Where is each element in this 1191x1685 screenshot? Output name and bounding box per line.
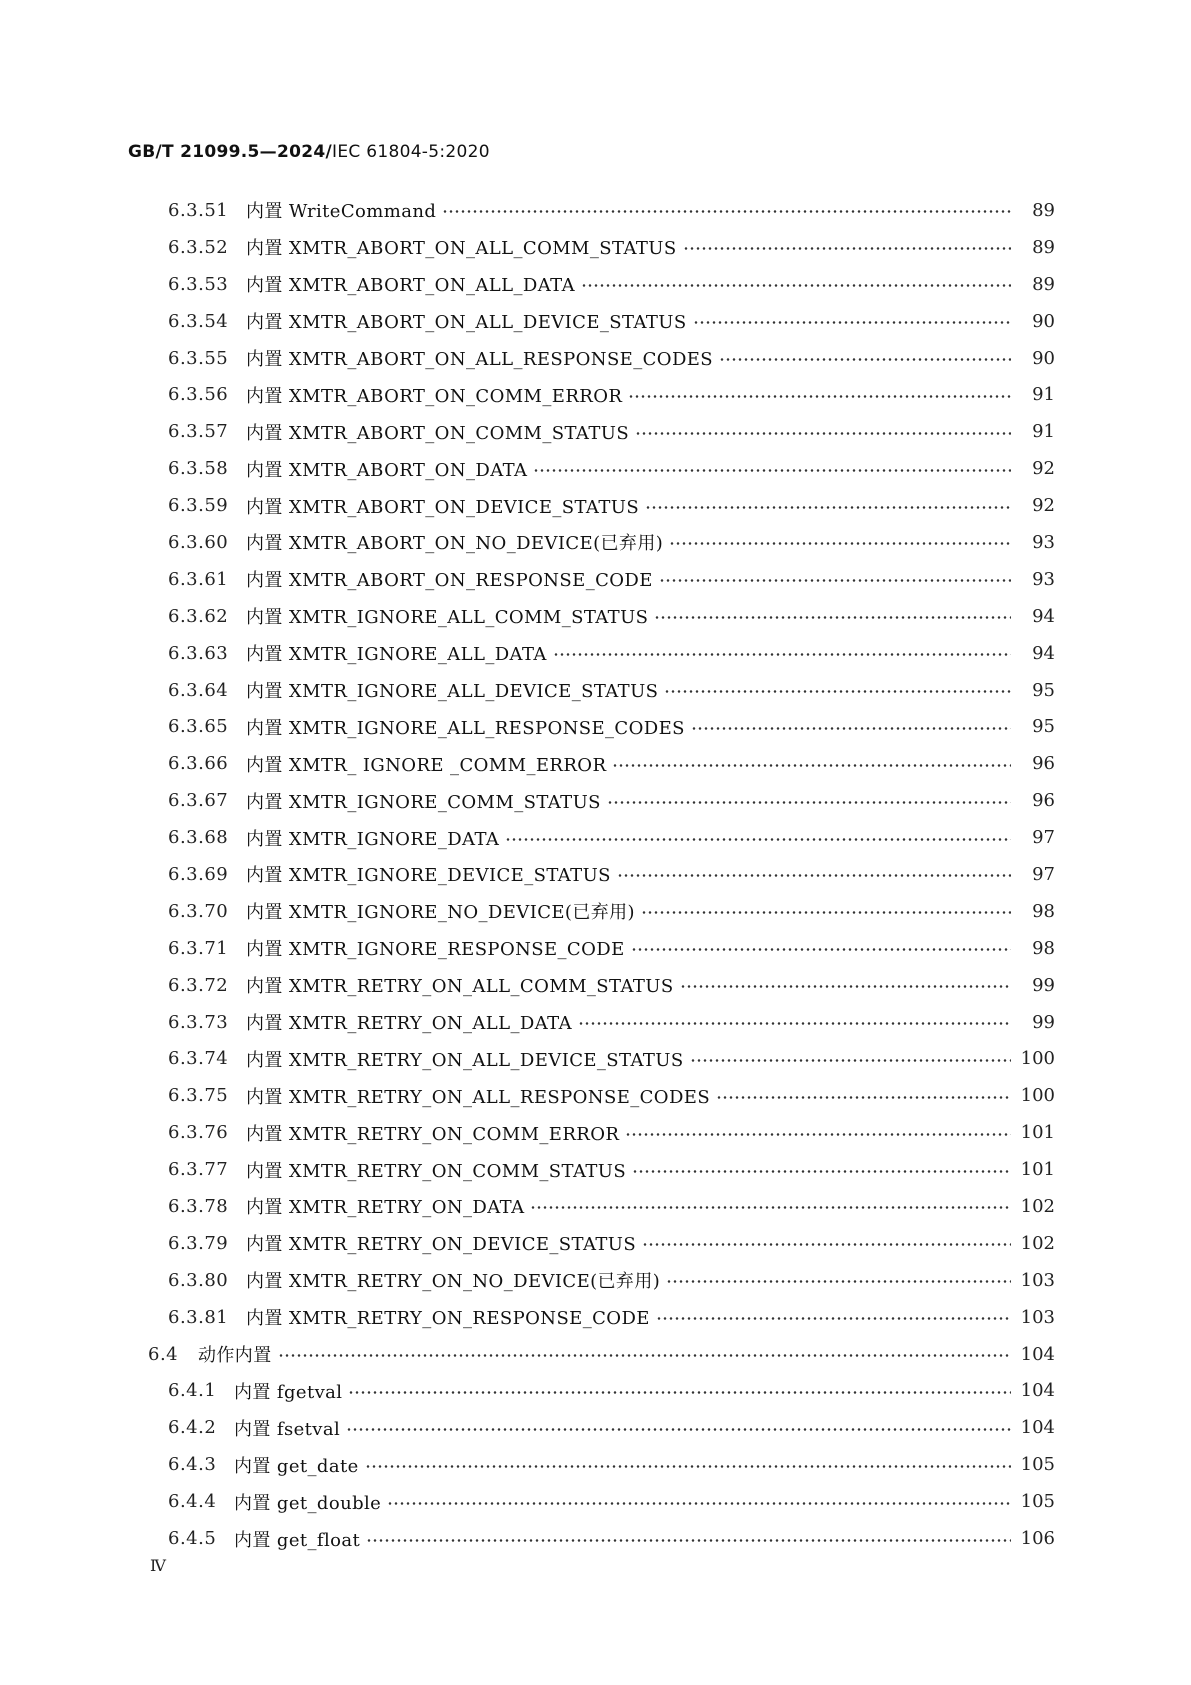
standard-code: GB/T 21099.5—2024/ [128,142,332,162]
toc-entry-title: 内置 XMTR_ABORT_ON_DATA [246,459,528,481]
toc-entry-page: 99 [1032,1011,1055,1033]
toc-dot-leader [642,1235,1011,1253]
toc-entry-title: 内置 XMTR_IGNORE_ALL_DATA [246,644,547,666]
toc-entry-title: 内置 XMTR_RETRY_ON_COMM_ERROR [246,1123,620,1145]
toc-entry[interactable] [0,1446,1191,1483]
toc-entry-title: 内置 get_float [234,1529,361,1551]
toc-entry-title: 内置 XMTR_ABORT_ON_ALL_COMM_STATUS [246,238,677,260]
toc-entry[interactable] [0,1114,1191,1151]
toc-entry-number: 6.4 [148,1343,179,1365]
toc-entry-number: 6.3.62 [168,605,229,627]
toc-entry-title: 内置 XMTR_ABORT_ON_COMM_ERROR [246,385,623,407]
toc-entry-page: 89 [1032,199,1055,221]
toc-entry-page: 106 [1020,1528,1055,1549]
toc-entry-page: 90 [1032,347,1055,369]
toc-entry-page: 89 [1032,236,1055,258]
toc-entry[interactable] [0,745,1191,782]
toc-entry-page: 97 [1032,827,1055,849]
toc-entry-title: 内置 fsetval [234,1418,341,1440]
toc-entry-title: 内置 XMTR_ IGNORE _COMM_ERROR [246,754,607,776]
page-number-roman: Ⅳ [150,1556,166,1575]
toc-dot-leader [693,313,1011,331]
toc-entry-number: 6.4.4 [168,1491,217,1513]
toc-entry[interactable] [0,708,1191,745]
toc-entry-number: 6.3.60 [168,531,229,553]
iec-code: IEC 61804-5:2020 [332,142,490,162]
toc-entry-title: 内置 get_date [234,1455,359,1477]
toc-dot-leader [641,903,1011,921]
toc-entry-number: 6.3.73 [168,1011,229,1033]
toc-entry-page: 92 [1032,458,1055,480]
toc-entry-number: 6.3.79 [168,1232,229,1254]
toc-entry[interactable] [0,893,1191,930]
toc-dot-leader [716,1088,1011,1106]
toc-entry-title: 内置 XMTR_ABORT_ON_ALL_DEVICE_STATUS [246,312,687,334]
toc-entry[interactable] [0,1225,1191,1262]
toc-entry-page: 102 [1020,1195,1055,1217]
toc-entry-number: 6.3.52 [168,236,229,258]
toc-entry-page: 91 [1032,421,1055,443]
toc-entry-number: 6.3.66 [168,753,229,775]
toc-entry-number: 6.3.75 [168,1085,229,1107]
toc-entry[interactable] [0,1004,1191,1041]
toc-entry[interactable] [0,1483,1191,1520]
toc-entry[interactable] [0,819,1191,856]
toc-dot-leader [719,350,1011,368]
toc-entry-number: 6.3.71 [168,937,229,959]
toc-entry-page: 89 [1032,273,1055,295]
toc-entry-number: 6.3.69 [168,863,229,885]
toc-dot-leader [581,276,1011,294]
toc-dot-leader [691,719,1011,737]
toc-entry-number: 6.3.53 [168,273,229,295]
toc-entry-page: 98 [1032,900,1055,922]
toc-entry-number: 6.3.76 [168,1122,229,1144]
toc-entry-number: 6.3.81 [168,1306,229,1328]
toc-entry-title: 内置 XMTR_IGNORE_ALL_DEVICE_STATUS [246,681,659,703]
toc-entry-page: 97 [1032,863,1055,885]
toc-entry[interactable] [0,413,1191,450]
toc-dot-leader [690,1051,1011,1069]
toc-entry[interactable] [0,1151,1191,1188]
toc-entry-page: 94 [1032,642,1055,664]
toc-entry-number: 6.3.54 [168,310,229,332]
toc-entry-number: 6.3.58 [168,458,229,480]
toc-entry[interactable] [0,1409,1191,1446]
toc-entry-number: 6.3.59 [168,495,229,517]
toc-entry[interactable] [0,450,1191,487]
toc-entry-page: 91 [1032,384,1055,406]
toc-entry-number: 6.3.56 [168,384,229,406]
toc-entry[interactable] [0,1262,1191,1299]
toc-entry-page: 104 [1020,1417,1055,1439]
toc-entry-page: 100 [1020,1085,1055,1107]
toc-entry-number: 6.4.3 [168,1454,217,1476]
toc-entry[interactable] [0,487,1191,524]
toc-entry[interactable] [0,856,1191,893]
toc-entry-title: 内置 XMTR_ABORT_ON_RESPONSE_CODE [246,570,653,592]
toc-dot-leader [654,608,1011,626]
toc-entry-page: 105 [1020,1491,1055,1513]
toc-dot-leader [530,1198,1011,1216]
toc-dot-leader [533,461,1011,479]
toc-dot-leader [669,534,1011,552]
toc-dot-leader [656,1309,1011,1327]
toc-entry-title: 内置 XMTR_ABORT_ON_NO_DEVICE(已弃用) [246,533,664,555]
toc-entry[interactable] [0,1520,1191,1557]
toc-dot-leader [617,866,1011,884]
toc-entry[interactable] [0,672,1191,709]
toc-entry[interactable] [0,561,1191,598]
toc-entry-title: 内置 XMTR_IGNORE_RESPONSE_CODE [246,939,625,961]
toc-entry-number: 6.3.64 [168,679,229,701]
toc-entry-title: 内置 XMTR_RETRY_ON_NO_DEVICE(已弃用) [246,1271,661,1293]
document-header [128,142,490,162]
toc-dot-leader [666,1272,1011,1290]
toc-entry-page: 95 [1032,716,1055,738]
toc-entry[interactable] [0,1336,1191,1373]
toc-dot-leader [442,202,1011,220]
toc-entry-number: 6.3.67 [168,790,229,812]
toc-dot-leader [631,940,1011,958]
toc-entry[interactable] [0,1077,1191,1114]
toc-entry-title: 内置 XMTR_IGNORE_DATA [246,828,500,850]
toc-dot-leader [365,1457,1011,1475]
toc-entry-page: 105 [1020,1454,1055,1476]
toc-entry-title: 内置 XMTR_RETRY_ON_DATA [246,1197,525,1219]
toc-entry-page: 102 [1020,1232,1055,1254]
toc-entry-number: 6.3.63 [168,642,229,664]
toc-dot-leader [683,239,1011,257]
toc-entry[interactable] [0,930,1191,967]
toc-entry-title: 内置 XMTR_RETRY_ON_ALL_DEVICE_STATUS [246,1049,684,1071]
toc-entry[interactable] [0,192,1191,229]
toc-entry-page: 92 [1032,495,1055,517]
toc-dot-leader [632,1162,1011,1180]
toc-entry-title: 内置 XMTR_IGNORE_COMM_STATUS [246,791,601,813]
toc-dot-leader [628,387,1011,405]
toc-entry[interactable] [0,524,1191,561]
toc-dot-leader [625,1125,1011,1143]
toc-entry-title: 内置 XMTR_IGNORE_DEVICE_STATUS [246,865,611,887]
toc-entry-title: 内置 fgetval [234,1381,343,1403]
toc-entry-title: 内置 XMTR_RETRY_ON_ALL_DATA [246,1013,572,1035]
toc-dot-leader [348,1383,1011,1401]
toc-entry-number: 6.3.70 [168,900,229,922]
toc-entry-page: 95 [1032,679,1055,701]
toc-entry[interactable] [0,782,1191,819]
toc-entry-title: 内置 XMTR_ABORT_ON_COMM_STATUS [246,422,630,444]
toc-entry-page: 90 [1032,310,1055,332]
toc-dot-leader [607,793,1011,811]
toc-entry-number: 6.3.68 [168,827,229,849]
toc-dot-leader [635,424,1011,442]
toc-dot-leader [366,1531,1011,1549]
toc-entry-page: 103 [1020,1306,1055,1328]
toc-entry-page: 96 [1032,790,1055,812]
toc-entry-number: 6.3.61 [168,568,229,590]
toc-entry-title: 内置 XMTR_RETRY_ON_COMM_STATUS [246,1160,627,1182]
toc-entry-page: 100 [1020,1048,1055,1070]
toc-entry-page: 96 [1032,753,1055,775]
toc-entry-page: 103 [1020,1269,1055,1291]
toc-entry-page: 104 [1020,1380,1055,1402]
toc-entry-number: 6.3.51 [168,199,229,221]
toc-entry-number: 6.3.65 [168,716,229,738]
toc-entry-title: 内置 XMTR_IGNORE_ALL_RESPONSE_CODES [246,717,685,739]
toc-entry-number: 6.3.57 [168,421,229,443]
toc-entry-title: 内置 XMTR_ABORT_ON_ALL_RESPONSE_CODES [246,349,714,370]
toc-entry[interactable] [0,340,1191,377]
toc-entry-title: 内置 XMTR_RETRY_ON_RESPONSE_CODE [246,1308,650,1330]
toc-entry-page: 94 [1032,605,1055,627]
toc-dot-leader [553,645,1011,663]
toc-entry-page: 93 [1032,568,1055,590]
toc-entry[interactable] [0,967,1191,1004]
toc-dot-leader [612,756,1011,774]
toc-entry[interactable] [0,635,1191,672]
toc-entry[interactable] [0,598,1191,635]
table-of-contents [0,192,1191,1557]
toc-entry-page: 101 [1020,1122,1055,1144]
toc-entry-number: 6.4.2 [168,1417,217,1439]
toc-entry-title: 内置 WriteCommand [246,201,437,223]
toc-dot-leader [387,1494,1011,1512]
toc-entry[interactable] [0,376,1191,413]
toc-entry-number: 6.4.1 [168,1380,217,1402]
toc-entry-page: 104 [1020,1343,1055,1365]
toc-entry-page: 101 [1020,1159,1055,1181]
toc-entry-title: 内置 XMTR_IGNORE_NO_DEVICE(已弃用) [246,902,635,924]
toc-dot-leader [278,1346,1011,1364]
toc-entry[interactable] [0,1040,1191,1077]
toc-dot-leader [505,830,1011,848]
toc-dot-leader [659,571,1011,589]
toc-entry-number: 6.3.72 [168,974,229,996]
toc-entry-title: 内置 XMTR_RETRY_ON_ALL_RESPONSE_CODES [246,1086,711,1108]
toc-entry[interactable] [0,1373,1191,1410]
toc-entry-number: 6.3.77 [168,1159,229,1181]
toc-dot-leader [645,498,1011,516]
toc-entry[interactable] [0,303,1191,340]
toc-entry[interactable] [0,1188,1191,1225]
toc-entry-page: 99 [1032,974,1055,996]
toc-entry-title: 动作内置 [198,1345,272,1367]
toc-dot-leader [578,1014,1011,1032]
toc-entry-title: 内置 get_double [234,1492,382,1514]
toc-entry-number: 6.4.5 [168,1528,217,1549]
toc-entry[interactable] [0,266,1191,303]
toc-entry[interactable] [0,1299,1191,1336]
toc-dot-leader [346,1420,1011,1438]
toc-entry[interactable] [0,229,1191,266]
toc-entry-page: 93 [1032,531,1055,553]
toc-entry-number: 6.3.55 [168,347,229,369]
toc-entry-page: 98 [1032,937,1055,959]
toc-dot-leader [680,977,1011,995]
toc-entry-title: 内置 XMTR_ABORT_ON_DEVICE_STATUS [246,496,640,518]
toc-entry-title: 内置 XMTR_RETRY_ON_ALL_COMM_STATUS [246,976,674,998]
toc-entry-title: 内置 XMTR_ABORT_ON_ALL_DATA [246,275,575,297]
toc-entry-number: 6.3.80 [168,1269,229,1291]
toc-entry-title: 内置 XMTR_RETRY_ON_DEVICE_STATUS [246,1234,637,1256]
toc-entry-number: 6.3.74 [168,1048,229,1070]
toc-entry-number: 6.3.78 [168,1195,229,1217]
toc-entry-title: 内置 XMTR_IGNORE_ALL_COMM_STATUS [246,607,649,629]
toc-dot-leader [664,682,1011,700]
